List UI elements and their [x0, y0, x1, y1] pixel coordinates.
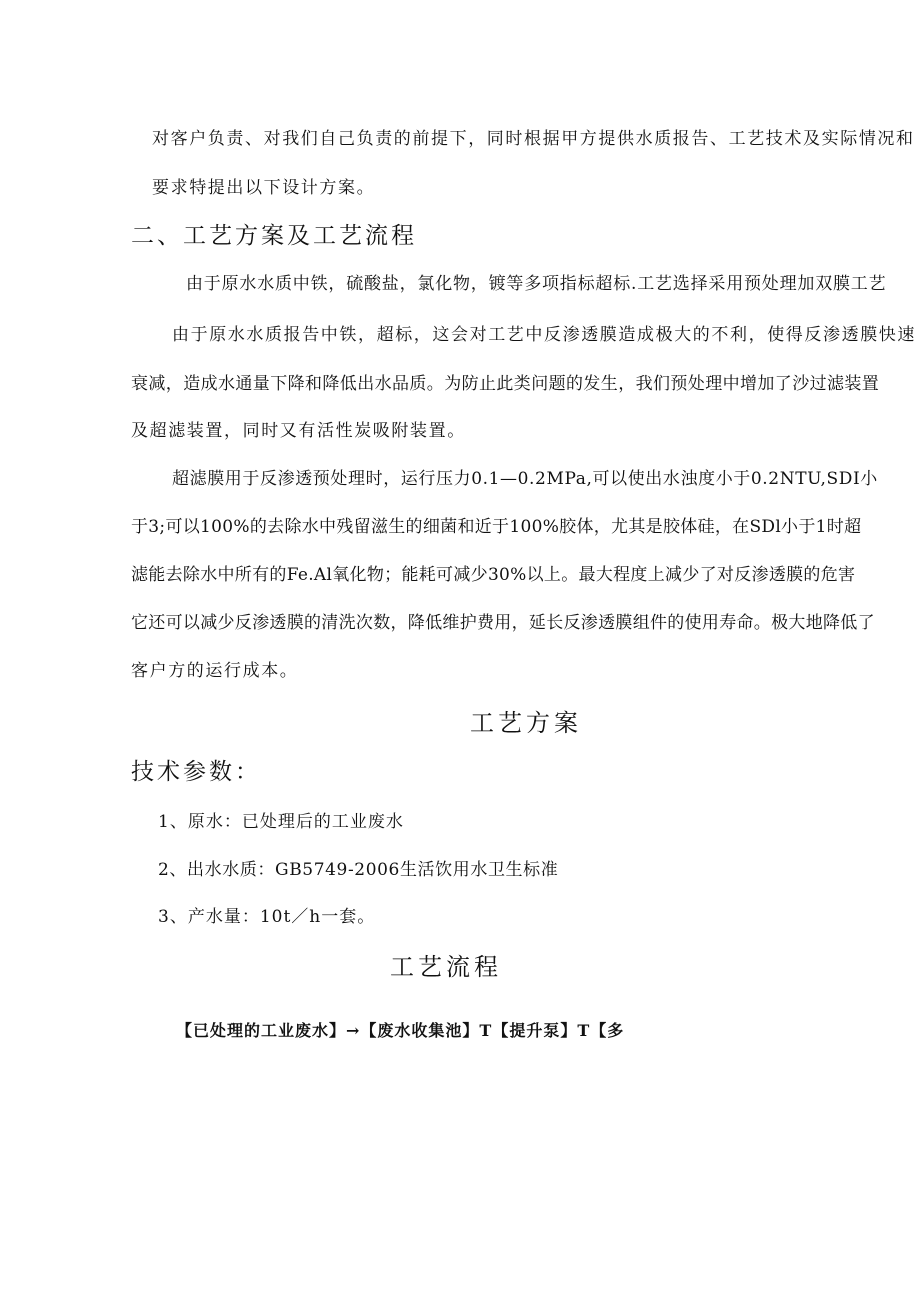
paragraph-2-line-3: 及超滤装置，同时又有活性炭吸附装置。 [131, 421, 466, 441]
params-heading: 技术参数： [131, 759, 261, 785]
flow-text: 【已处理的工业废水】→【废水收集池】T【提升泵】T【多 [176, 1021, 625, 1040]
intro-line-2: 要求特提出以下设计方案。 [152, 178, 376, 198]
paragraph-3-line-1: 超滤膜用于反渗透预处理时，运行压力0.1—0.2MPa,可以使出水浊度小于0.2NTU,SDI小 [172, 469, 878, 489]
paragraph-2-line-1: 由于原水水质报告中铁，超标，这会对工艺中反渗透膜造成极大的不利，使得反渗透膜快速 [172, 325, 916, 345]
paragraph-3-line-4: 它还可以减少反渗透膜的清洗次数，降低维护费用，延长反渗透膜组件的使用寿命。极大地降低了 [131, 613, 875, 633]
param-item: 3、产水量：10t／h一套。 [158, 907, 376, 927]
plan-title: 工艺方案 [470, 709, 582, 737]
flow-title: 工艺流程 [390, 953, 502, 981]
intro-line-1: 对客户负责、对我们自己负责的前提下，同时根据甲方提供水质报告、工艺技术及实际情况和 [152, 129, 915, 149]
paragraph-3-line-3: 滤能去除水中所有的Fe.Al氧化物；能耗可减少30%以上。最大程度上减少了对反渗透膜的危害 [131, 565, 856, 585]
paragraph-3-line-5: 客户方的运行成本。 [131, 661, 299, 681]
paragraph-2-line-2: 衰减，造成水通量下降和降低出水品质。为防止此类问题的发生，我们预处理中增加了沙过滤装置 [131, 374, 880, 394]
paragraph-1: 由于原水水质中铁，硫酸盐，氯化物，镀等多项指标超标.工艺选择采用预处理加双膜工艺 [186, 274, 887, 294]
param-item: 2、出水水质：GB5749-2006生活饮用水卫生标准 [158, 860, 559, 880]
paragraph-3-line-2: 于3;可以100%的去除水中残留滋生的细菌和近于100%胶体，尤其是胶体硅，在SDl小于1时超 [131, 517, 862, 537]
param-item: 1、原水：已处理后的工业废水 [158, 812, 404, 832]
section-heading: 二、工艺方案及工艺流程 [131, 223, 417, 249]
